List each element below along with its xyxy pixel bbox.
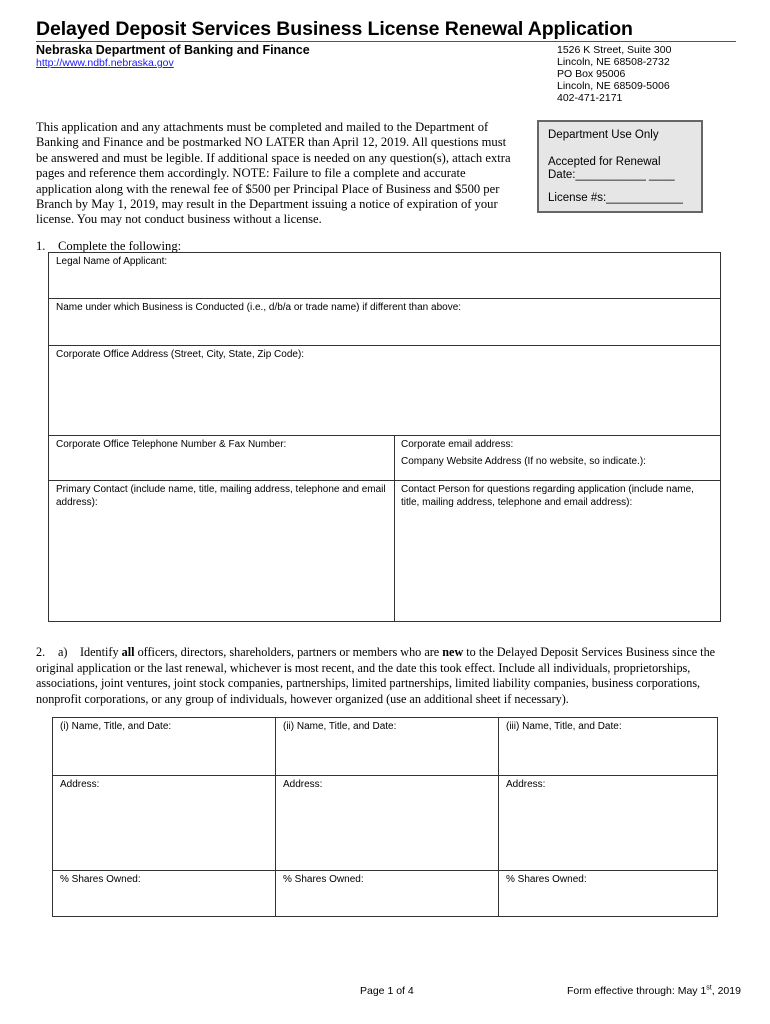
officer-1-name-label: (i) Name, Title, and Date: xyxy=(60,721,172,732)
officer-3-address-field[interactable] xyxy=(498,775,718,871)
effective-suffix: , 2019 xyxy=(711,985,741,997)
effective-superscript: st xyxy=(706,984,712,992)
department-website-link[interactable]: http://www.ndbf.nebraska.gov xyxy=(36,57,174,69)
address-line: 402-471-2171 xyxy=(557,92,623,104)
instructions-paragraph: This application and any attachments must be completed and mailed to the Department of Banking and Finance and be postmarked NO LATER than April 12, 2019. All questions must be answered and must be legible. If additional space is needed on any question(s), attach extra pages and reference them accordingly. NOTE: Failure to file a complete and accurate application along with the renewal fee of $500 per Principal Place of Business and $500 per Branch by May 1, 2019, may result in the Department issuing a notice of expiration of your license. You may not conduct business without a license. xyxy=(36,120,511,227)
officer-1-address-field[interactable] xyxy=(52,775,276,871)
corporate-address-label: Corporate Office Address (Street, City, State, Zip Code): xyxy=(56,349,305,360)
officer-2-name-field[interactable] xyxy=(275,717,499,776)
phone-fax-label: Corporate Office Telephone Number & Fax Number: xyxy=(56,439,287,450)
officer-3-address-label: Address: xyxy=(506,779,546,790)
section-2-part: a) xyxy=(58,645,68,659)
officer-2-shares-label: % Shares Owned: xyxy=(283,874,364,885)
contact-person-label: Contact Person for questions regarding application (include name, title, mailing address, telephone and email address): xyxy=(401,484,694,508)
section-1-title: Complete the following: xyxy=(58,239,182,253)
effective-prefix: Form effective through: May 1 xyxy=(567,985,707,997)
officer-2-address-label: Address: xyxy=(283,779,323,790)
department-name: Nebraska Department of Banking and Finance xyxy=(36,43,310,57)
officer-3-shares-field[interactable] xyxy=(498,870,718,917)
section-2-number: 2. xyxy=(36,645,46,659)
form-title: Delayed Deposit Services Business License Renewal Application xyxy=(36,18,633,40)
address-line: 1526 K Street, Suite 300 xyxy=(557,44,672,56)
department-address xyxy=(557,44,671,104)
accepted-for-renewal-label: Accepted for Renewal xyxy=(548,155,661,168)
license-numbers-field: License #s:____________ xyxy=(548,191,683,204)
officer-1-address-label: Address: xyxy=(60,779,100,790)
officer-2-name-label: (ii) Name, Title, and Date: xyxy=(283,721,397,732)
officer-2-shares-field[interactable] xyxy=(275,870,499,917)
address-line: Lincoln, NE 68508-2732 xyxy=(557,56,670,68)
section-2-bold-all: all xyxy=(121,645,135,659)
officer-2-address-field[interactable] xyxy=(275,775,499,871)
primary-contact-label: Primary Contact (include name, title, mailing address, telephone and email address): xyxy=(56,484,386,508)
website-label: Company Website Address (If no website, so indicate.): xyxy=(401,456,646,467)
page-number: Page 1 of 4 xyxy=(360,985,414,997)
section-2-text-part: Identify xyxy=(80,645,122,659)
corporate-address-field[interactable] xyxy=(48,345,721,436)
primary-contact-field[interactable] xyxy=(48,480,395,622)
address-line: PO Box 95006 xyxy=(557,68,626,80)
form-effective-date xyxy=(567,985,741,997)
title-divider xyxy=(36,41,736,42)
legal-name-field[interactable] xyxy=(48,252,721,299)
email-website-field[interactable] xyxy=(394,435,721,481)
officer-1-shares-label: % Shares Owned: xyxy=(60,874,141,885)
contact-person-field[interactable] xyxy=(394,480,721,622)
legal-name-label: Legal Name of Applicant: xyxy=(56,256,168,267)
officer-3-name-field[interactable] xyxy=(498,717,718,776)
email-label: Corporate email address: xyxy=(401,439,514,450)
phone-fax-field[interactable] xyxy=(48,435,395,481)
dba-name-field[interactable] xyxy=(48,298,721,346)
section-1-number: 1. xyxy=(36,239,46,253)
department-use-heading: Department Use Only xyxy=(548,129,659,141)
address-line: Lincoln, NE 68509-5006 xyxy=(557,80,670,92)
section-2-text-part: to the Delayed Deposit Services Business since the original application or the last renewal, whichever is most recent, and the date this took effect. Include all individuals, proprietorships, associations, joint ventures, joint stock companies, partnerships, limited partnerships, limited liability companies, business corporations, nonprofit corporations, or any group of individuals, however organized (use an additional sheet if necessary). xyxy=(36,645,716,706)
officer-1-shares-field[interactable] xyxy=(52,870,276,917)
officer-3-name-label: (iii) Name, Title, and Date: xyxy=(506,721,622,732)
section-2-text-part: officers, directors, shareholders, partners or members who are xyxy=(134,645,443,659)
section-2-text xyxy=(36,645,736,707)
officer-1-name-field[interactable] xyxy=(52,717,276,776)
accepted-date-field: Date:___________ ____ xyxy=(548,169,675,181)
officer-3-shares-label: % Shares Owned: xyxy=(506,874,587,885)
section-2-bold-new: new xyxy=(442,645,464,659)
dba-name-label: Name under which Business is Conducted (i.e., d/b/a or trade name) if different than above: xyxy=(56,302,462,313)
department-use-box xyxy=(537,120,703,213)
